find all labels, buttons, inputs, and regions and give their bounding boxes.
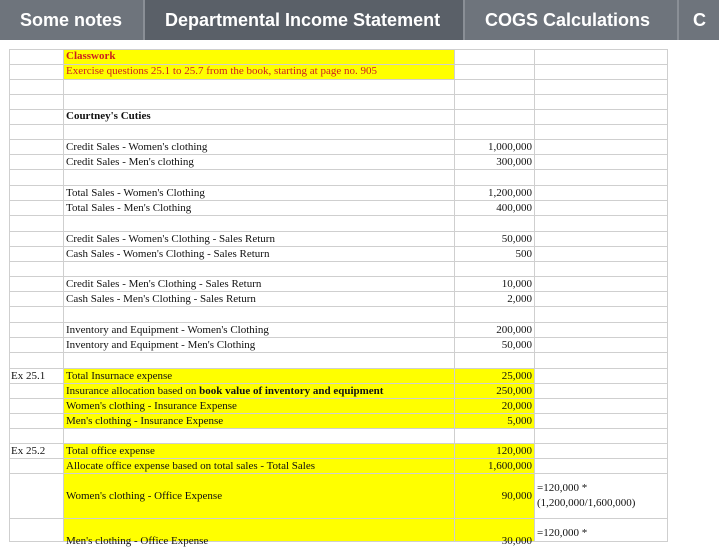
grid-col-line	[9, 49, 10, 541]
row-value: 1,200,000	[488, 187, 532, 199]
row-label: Credit Sales - Women's Clothing - Sales Return	[66, 233, 275, 245]
row-label: Total Sales - Women's Clothing	[66, 187, 205, 199]
row-value: 90,000	[501, 490, 532, 502]
row-label: Credit Sales - Women's clothing	[66, 141, 208, 153]
grid-col-line	[63, 49, 64, 541]
row-label: Allocate office expense based on total sales - Total Sales	[66, 460, 315, 472]
row-label: Inventory and Equipment - Men's Clothing	[66, 339, 256, 351]
row-value: 30,000	[501, 535, 532, 547]
grid-row-line	[9, 79, 668, 80]
row-value: 50,000	[501, 233, 532, 245]
row-value: 2,000	[507, 293, 532, 305]
classwork-subtitle: Exercise questions 25.1 to 25.7 from the book, starting at page no. 905	[66, 65, 377, 77]
row-value: 250,000	[496, 385, 532, 397]
grid-row-line	[9, 94, 668, 95]
formula-note: =120,000 *	[537, 482, 588, 494]
row-label: Men's clothing - Insurance Expense	[66, 415, 224, 427]
row-value: 5,000	[507, 415, 532, 427]
row-value: 1,000,000	[488, 141, 532, 153]
grid-row-line	[9, 518, 668, 519]
tab-some-notes[interactable]: Some notes	[0, 0, 143, 40]
row-value: 400,000	[496, 202, 532, 214]
row-value: 25,000	[501, 370, 532, 382]
row-label: Total Insurnace expense	[66, 370, 173, 382]
tab-departmental-income-statement[interactable]: Departmental Income Statement	[145, 0, 463, 40]
formula-note: (1,200,000/1,600,000)	[537, 497, 636, 509]
company-name: Courtney's Cuties	[66, 110, 151, 122]
row-value: 10,000	[501, 278, 532, 290]
label-bold-text: book value of inventory and equipment	[199, 385, 384, 397]
grid-row-line	[9, 124, 668, 125]
row-value: 500	[515, 248, 532, 260]
row-value: 200,000	[496, 324, 532, 336]
exercise-tag: Ex 25.1	[11, 370, 46, 382]
grid-col-line	[667, 49, 668, 541]
row-label: Credit Sales - Men's Clothing - Sales Return	[66, 278, 262, 290]
formula-note: =120,000 *	[537, 527, 588, 539]
row-value: 120,000	[496, 445, 532, 457]
row-label	[66, 384, 383, 399]
label-text: Insurance allocation based on	[66, 385, 200, 397]
exercise-tag: Ex 25.2	[11, 445, 46, 457]
row-value: 300,000	[496, 156, 532, 168]
row-label: Women's clothing - Office Expense	[66, 490, 223, 502]
row-label: Inventory and Equipment - Women's Clothing	[66, 324, 269, 336]
row-label: Cash Sales - Men's Clothing - Sales Return	[66, 293, 256, 305]
row-label: Total office expense	[66, 445, 155, 457]
row-value: 1,600,000	[488, 460, 532, 472]
row-label: Credit Sales - Men's clothing	[66, 156, 194, 168]
row-value: 20,000	[501, 400, 532, 412]
grid-col-line	[534, 49, 535, 541]
spreadsheet-grid[interactable]	[0, 40, 700, 547]
classwork-title: Classwork	[66, 50, 116, 62]
row-label: Men's clothing - Office Expense	[66, 535, 209, 547]
row-label: Total Sales - Men's Clothing	[66, 202, 192, 214]
tab-cogs-calculations[interactable]: COGS Calculations	[465, 0, 677, 40]
tab-partial[interactable]: C	[679, 0, 719, 40]
row-value: 50,000	[501, 339, 532, 351]
row-label: Cash Sales - Women's Clothing - Sales Return	[66, 248, 270, 260]
row-label: Women's clothing - Insurance Expense	[66, 400, 237, 412]
sheet-tab-bar	[0, 0, 706, 40]
